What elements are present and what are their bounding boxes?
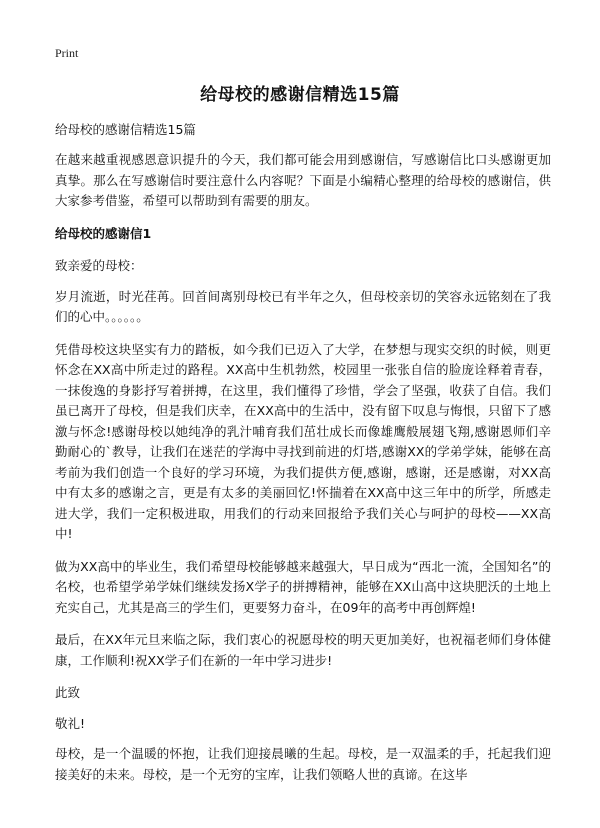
closing-line: 此致 — [55, 685, 81, 700]
body-paragraph: 凭借母校这块坚实有力的踏板，如今我们已迈入了大学，在梦想与现实交织的时候，则更怀念在XX高中所走过的路程。XX高中生机勃然，校园里一张张自信的脸庞诠释着青春，一抹俊逸的身影抒写着拼搏，在这里，我们懂得了珍惜，学会了坚强，收获了自信。我们虽已离开了母校，但是我们庆幸，在XX高中的生活中，没有留下叹息与悔恨，只留下了感激与怀念!感谢母校以她纯净的乳汁哺育我们茁壮成长而像雄鹰般展翅飞翔,感谢恩师们辛勤耐心的`教导，让我们在迷茫的学海中寻找到前进的灯塔,感谢XX的学弟学妹，能够在高考前为我们创造一个良好的学习环境，为我们提供方便,感谢，感谢，还是感谢，对XX高中有太多的感谢之言，更是有太多的美丽回忆!怀揣着在XX高中这三年中的所学，所感走进大学，我们一定积极进取，用我们的行动来回报给予我们关心与呵护的母校——XX高中! — [55, 341, 551, 541]
page-title: 给母校的感谢信精选15篇 — [200, 85, 400, 105]
document-body — [55, 150, 551, 797]
print-link[interactable]: Print — [55, 46, 79, 60]
document-subtitle: 给母校的感谢信精选15篇 — [55, 122, 196, 137]
salutation: 致亲爱的母校： — [55, 258, 143, 273]
body-paragraph: 岁月流逝，时光荏苒。回首间离别母校已有半年之久，但母校亲切的笑容永远铭刻在了我们的心中。。。。。。 — [55, 288, 551, 324]
intro-paragraph: 在越来越重视感恩意识提升的今天，我们都可能会用到感谢信，写感谢信比口头感谢更加真挚。那么在写感谢信时要注意什么内容呢？下面是小编精心整理的给母校的感谢信，供大家参考借鉴，希望可以帮助到有需要的朋友。 — [55, 152, 551, 208]
closing-regards: 敬礼! — [55, 715, 86, 731]
section-heading: 给母校的感谢信1 — [55, 225, 152, 241]
body-paragraph: 最后，在XX年元旦来临之际，我们衷心的祝愿母校的明天更加美好，也祝福老师们身体健康，工作顺利!祝XX学子们在新的一年中学习进步! — [55, 632, 551, 668]
body-paragraph: 做为XX高中的毕业生，我们希望母校能够越来越强大，早日成为“西北一流，全国知名”的名校，也希望学弟学妹们继续发扬X学子的拼搏精神，能够在XX山高中这块肥沃的土地上充实自己，尤其是高三的学生们，更要努力奋斗，在09年的高考中再创辉煌! — [55, 558, 551, 615]
body-paragraph: 母校，是一个温暖的怀抱，让我们迎接晨曦的生起。母校，是一双温柔的手，托起我们迎接美好的未来。母校，是一个无穷的宝库，让我们领略人世的真谛。在这毕 — [55, 746, 551, 782]
